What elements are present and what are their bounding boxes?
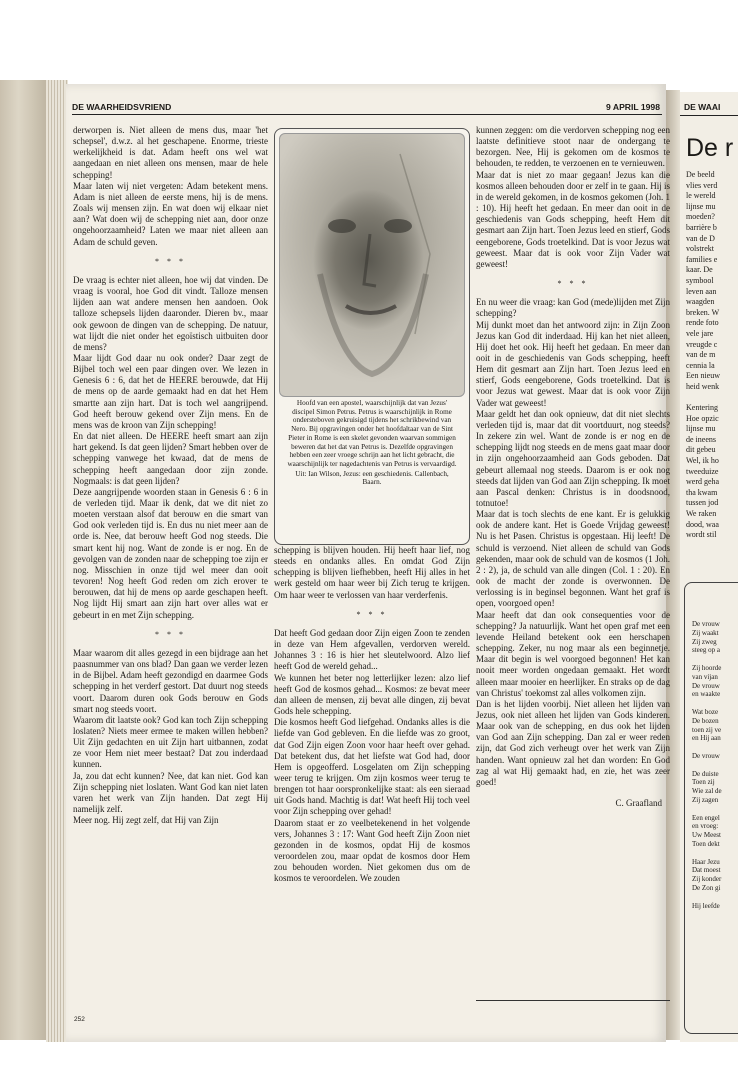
caption-source: Uit: Ian Wilson, Jezus: een geschiedenis. Callenbach, Baarn.: [295, 469, 449, 487]
paragraph: Mij dunkt moet dan het antwoord zijn: in Zijn Zoon Jezus kan God dit inderdaad. Hij kan het niet alleen, Hij doet het ook. Hij heeft het gedaan. En meer dan ooit in de geschiedenis van Gods schepping, heeft Hem dit gesmart aan Zijn hart. Toen Jezus leed en stierf, Gods eengeborene, Gods troetelkind. Dat is voor Jezus wat gewest. Maar dat is ook voor Zijn Vader wat geweest!: [476, 319, 670, 408]
paragraph: En nu weer die vraag: kan God (mede)lijden met Zijn schepping?: [476, 297, 670, 319]
paragraph: Maar waarom dit alles gezegd in een bijdrage aan het paasnummer van ons blad? Dan gaan we verder lezen in de Bijbel. Adam heeft gezondigd en daarmee Gods schepping in het verderf gestort. Dat duurt nog steeds voort. Daarom duren ook Gods berouw en Gods smart nog steeds voort.: [73, 647, 268, 714]
paragraph: Maar laten wij niet vergeten: Adam betekent mens. Adam is niet alleen de eerste mens, hij is de mens. Zoals wij mensen zijn. En wat doen wij elkaar niet aan? Wat doen wij de schepping niet aan, door onze ongehoorzaamheid? Laten we maar niet alleen aan Adam de schuld geven.: [73, 180, 268, 247]
paragraph: derworpen is. Niet alleen de mens dus, maar 'het schepsel', d.w.z. al het geschapene. Enorme, trieste werkelijkheid is dat. Adam heeft ons wel wat aangedaan en niet alleen ons mensen, maar de hele schepping!: [73, 125, 268, 180]
paragraph: Maar lijdt God daar nu ook onder? Daar zegt de Bijbel toch wel een paar dingen over. We lezen in Genesis 6 : 6, dat het de HEERE berouwde, dat Hij de mens op de aarde gemaakt had en dat het Hem smartte aan zijn hart. Dat is toch wel aangrijpend. God heeft berouw gekend over Zijn mens. En de mens was de kroon van Zijn schepping!: [73, 352, 268, 430]
paragraph: Dan is het lijden voorbij. Niet alleen het lijden van Jezus, ook niet alleen het lijden van Gods kinderen. Maar ook van de schepping, en dus ook het lijden van God aan Zijn schepping. Dan zal er weer reden zijn, dat God zich verheugt over het werk van Zijn handen. Want opnieuw zal het dan worden: En God zag al wat Hij gemaakt had, en zie, het was zeer goed!: [476, 698, 670, 787]
page-number: 252: [74, 1016, 85, 1023]
paragraph: De vraag is echter niet alleen, hoe wij dat vinden. De vraag is vooral, hoe God dit vindt. Talloze mensen lijden aan wat andere mensen hen aandoen. Ook talloze schepsels lijden daaronder. Dieren bv., maar ook gewoon de dingen van de schepping. De natuur, wat lijdt die niet onder het egoïstisch uitbuiten door de mens?: [73, 274, 268, 352]
paragraph: Die kosmos heeft God liefgehad. Ondanks alles is die liefde van God gebleven. En die liefde was zo groot, dat God Zijn eigen Zoon voor haar heeft over gehad. Dat betekent dus, dat het liefste wat God had, door Hem is opgeofferd. Losgelaten om Zijn schepping weer terug te krijgen. Om zijn kosmos weer terug te brengen tot haar oorspronkelijke staat: als een sieraad uit Gods hand. Machtig is dat! Wat heeft Hij toch veel voor Zijn schepping over gehad!: [274, 717, 470, 817]
section-separator: * * *: [356, 609, 388, 619]
paragraph: We kunnen het beter nog letterlijker lezen: alzo lief heeft God de kosmos gehad... Kosmos: ze bevat meer dan alleen de mensen, zij bevat alle dingen, zij bevat Gods hele schepping.: [274, 672, 470, 717]
masthead-title: DE WAARHEIDSVRIEND: [72, 102, 172, 112]
caption-text: Hoofd van een apostel, waarschijnlijk dat van Jezus' discipel Simon Petrus. Petrus is waarschijnlijk in Rome ondersteboven gekruisigd tijdens het schrikbewind van Nero. Bij opgravingen onder het hoofdaltaar van de Sint Pieter in Rome is een skelet gevonden waarvan sommigen beweren dat het dat van Petrus is. Dezelfde opgravingen hebben een zeer vroege schrijn aan het licht gebracht, die waarschijnlijk ter nagedachtenis van Petrus is vervaardigd.: [287, 399, 457, 468]
paragraph: kunnen zeggen: om die verdorven schepping nog een laatste definitieve stoot naar de ondergang te bezorgen. Nee, Hij is gekomen om de kosmos te behouden, te redden, te verzoenen en te vernieuwen.: [476, 125, 670, 169]
paragraph: Maar geldt het dan ook opnieuw, dat dit niet slechts verleden tijd is, maar dat dit voortduurt, nog steeds? In zekere zin wel. Want de zonde is er nog en de schepping lijdt nog steeds en de mens gaat maar door in zijn ongehoorzaamheid aan Gods geboden. Dat gebeurt allemaal nog steeds. Daarom is er ook nog steeds dat lijden van God aan Zijn schepping. Ik moet aan Pascal denken: Christus is in doodsnood, totnutoe!: [476, 408, 670, 508]
figure-caption: [285, 399, 459, 487]
figure-box: [274, 128, 470, 545]
section-separator: * * *: [557, 279, 589, 289]
paragraph: Deze aangrijpende woorden staan in Genesis 6 : 6 in de verleden tijd. Maar ik denk, dat we dit niet zo moeten verstaan alsof dat berouw en die smart van God ook verleden tijd is. En dus nu niet meer aan de orde is. Nee, dat berouw heeft God nog steeds. Die smart kent hij nog. Want de zonde is er nog. En de gevolgen van de zonden naar de schepping toe zijn er nog. Misschien in onze tijd wel meer dan ooit tevoren! Nog heeft God reden om zich erover te berouwen, dat hij de mens op aarde geschapen heeft. Nog lijdt Hij smart aan zijn hart over alles wat er gebeurt in en met Zijn schepping.: [73, 486, 268, 620]
article-end-rule: [476, 1000, 670, 1001]
paragraph: Waarom dit laatste ook? God kan toch Zijn schepping loslaten? Niets meer ermee te maken willen hebben? Uit Zijn gedachten en uit Zijn hart uitbannen, zodat ze voor Hem niet meer bestaat? Dat zou inderdaad kunnen.: [73, 714, 268, 770]
paragraph: En dat niet alleen. De HEERE heeft smart aan zijn hart gekend. Is dat geen lijden? Smart hebben over de schepping vanwege het kwaad, dat de mens de schepping heeft aangedaan door zijn zonde. Nogmaals: is dat geen lijden?: [73, 431, 268, 486]
page-edges: [46, 80, 68, 1042]
article-column-3: [476, 125, 670, 809]
poem-text: De vrouw Zij waakt Zij zweg steeg op a Zij hoorde van vijan De vrouw en waakte Wat boze De bozen toen zij ve en Hij aan De vrouw De duiste Toen zij Wie zal de Zij zagen Een engel en vroeg: Uw Meest Toen dekt Haar Jezu Dat moest Zij konder De Zon gi Hij leefde: [692, 620, 722, 910]
article-column-1: [73, 125, 268, 826]
face-sketch-icon: [280, 134, 464, 396]
paragraph: Ja, zou dat echt kunnen? Nee, dat kan niet. God kan Zijn schepping niet loslaten. Want God kan niet laten varen het werk van Zijn handen. Dat zegt Hij namelijk zelf.: [73, 770, 268, 815]
paragraph: Maar dat is niet zo maar gegaan! Jezus kan die kosmos alleen behouden door er zelf in te gaan. Hij is in de wereld gekomen, in de kosmos gekomen (Joh. 1 : 10). Hij heeft het gedaan. En meer dan ooit in de geschiedenis van Gods schepping, heeft Hem dit gesmart aan Zijn hart. Toen Jezus leed en stierf, Gods eengeborene, Gods troetelkind. Dat is voor Jezus wat geweest. Maar dat is ook voor Zijn Vader wat geweest!: [476, 169, 670, 269]
paragraph: Maar dat is toch slechts de ene kant. Er is gelukkig ook de andere kant. Het is Goede Vrijdag geweest! Nu is het Pasen. Christus is opgestaan. Hij leeft! De schuld is verzoend. Niet alleen de schuld van Gods gekenden, maar ook de schuld van de kosmos (1 Joh. 2 : 2), ja, de schuld van alle dingen (Col. 1 : 20). En ook de macht der zonde is overwonnen. De verlossing is in beginsel begonnen. Want het graf is open, voorgoed open!: [476, 509, 670, 609]
right-heading: De r: [686, 134, 734, 162]
masthead: [72, 100, 662, 115]
section-separator: * * *: [155, 629, 186, 639]
article-column-2: [274, 545, 470, 885]
paragraph: Dat heeft God gedaan door Zijn eigen Zoon te zenden in deze van Hem afgevallen, verdorven wereld. Johannes 3 : 16 is hier het sleutelwoord. Alzo lief heeft God de wereld gehad...: [274, 627, 470, 672]
paragraph: Meer nog. Hij zegt zelf, dat Hij van Zijn: [73, 815, 219, 826]
right-masthead-rule: [680, 115, 738, 116]
masthead-date: 9 APRIL 1998: [606, 102, 660, 112]
book-spine: [0, 80, 46, 1040]
right-page-text: De beeld vlies verd le wereld lijnse mu moeden? barrière b van de D volstrekt families e kaar. De symbool leven aan waagden breken. W rende foto vele jare vreugde c van de m cennia la Een nieuw heid wenk Kentering Hoe opzic lijnse mu de ineens dit gebeu Wel, ik ho tweeduize werd geha tha kwam tussen jod We raken dood, waa wordt stil: [686, 170, 720, 540]
author-signature: C. Graafland: [615, 798, 662, 809]
paragraph: Maar heeft dat dan ook consequenties voor de schepping? Ja natuurlijk. Want het open graf met een levende Heiland betekent ook een herschapen schepping. Zeker, nu nog maar als een beginnetje. Maar dit begin is wel voorgoed begonnen! Het kan nooit meer worden ongedaan gemaakt. Het wordt alleen maar mooier en heerlijker. En straks op de dag van Christus' toekomst zal alles volkomen zijn.: [476, 609, 670, 698]
section-separator: * * *: [155, 256, 186, 266]
paragraph: Daarom staat er zo veelbetekenend in het volgende vers, Johannes 3 : 17: Want God heeft Zijn Zoon niet gezonden in de kosmos, opdat Hij de kosmos veroordelen zou, maar opdat de kosmos door Hem zou behouden worden. Niet gekomen dus om de kosmos te veroordelen. We zouden: [274, 817, 470, 884]
paragraph: schepping is blijven houden. Hij heeft haar lief, nog steeds en ondanks alles. En omdat God Zijn schepping is blijven liefhebben, heeft Hij alles in het werk gesteld om haar weer bij Zich terug te krijgen. Om haar weer te verlossen van haar verderfenis.: [274, 545, 470, 600]
right-masthead: DE WAAI: [684, 102, 721, 112]
fresco-portrait-image: [279, 133, 465, 397]
right-page: [680, 92, 738, 1042]
